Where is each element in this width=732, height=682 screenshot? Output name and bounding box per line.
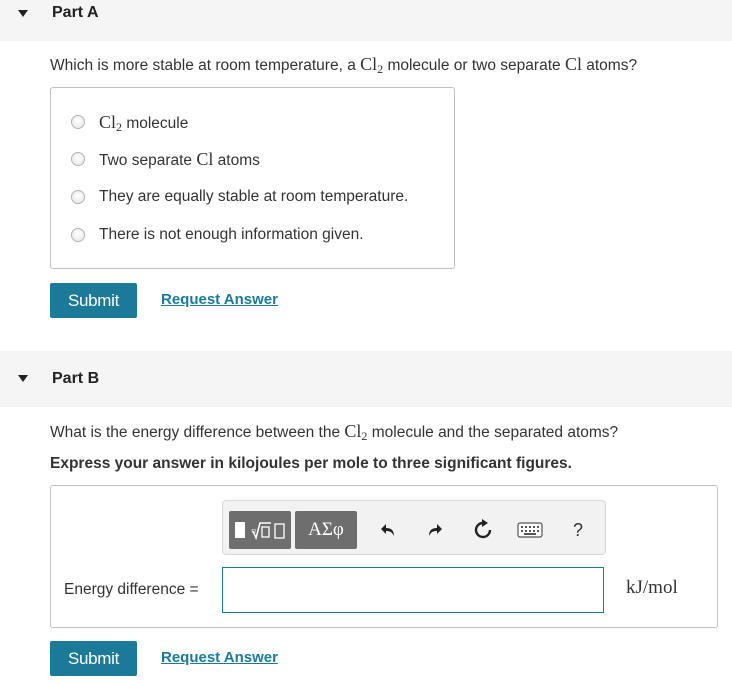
part-a-title: Part A [52,4,99,21]
part-a-request-answer-link[interactable]: Request Answer [161,291,278,308]
part-b-submit-button[interactable]: Submit [50,641,137,676]
redo-icon[interactable] [419,515,449,545]
templates-button[interactable] [229,511,291,549]
reset-icon[interactable] [468,515,498,545]
energy-difference-input[interactable] [222,567,604,613]
templates-icon [231,515,289,545]
radio-button[interactable] [71,115,85,129]
part-a-header[interactable] [0,0,732,41]
answer-choices [50,87,455,269]
part-b-title: Part B [52,370,100,387]
part-b-request-answer-link[interactable]: Request Answer [161,649,278,666]
choice-label: $Cl_2$ molecule [99,111,189,134]
choice-label: There is not enough information given. [99,226,364,243]
math-toolbar [222,500,606,555]
greek-symbols-button[interactable]: ΑΣφ [295,511,357,549]
choice-cl2-molecule[interactable] [71,110,188,134]
choice-label: They are equally stable at room temperature. [99,188,409,205]
choice-not-enough-info[interactable] [71,223,364,247]
unit-label: kJ/mol [626,577,678,598]
part-b-header[interactable] [0,351,732,407]
undo-icon[interactable] [374,515,404,545]
radio-button[interactable] [71,228,85,242]
keyboard-icon[interactable] [515,515,545,545]
part-b-instruction: Express your answer in kilojoules per mole to three significant figures. [50,455,572,472]
part-a-question: Which is more stable at room temperature, a $Cl_2$ molecule or two separate Cl atoms? [50,54,638,76]
part-b-question: What is the energy difference between the $Cl_2$ molecule and the separated atoms? [50,421,619,443]
radio-button[interactable] [71,152,85,166]
choice-label: Two separate Cl atoms [99,148,260,169]
choice-equally-stable[interactable] [71,185,408,209]
radio-button[interactable] [71,190,85,204]
svg-text:▫: ▫ [251,524,256,539]
energy-difference-label: Energy difference = [64,581,199,598]
collapse-caret-icon[interactable] [18,375,28,382]
help-button[interactable]: ? [572,519,583,540]
part-a-submit-button[interactable]: Submit [50,283,137,318]
collapse-caret-icon[interactable] [18,10,28,17]
choice-two-separate-atoms[interactable] [71,147,260,171]
